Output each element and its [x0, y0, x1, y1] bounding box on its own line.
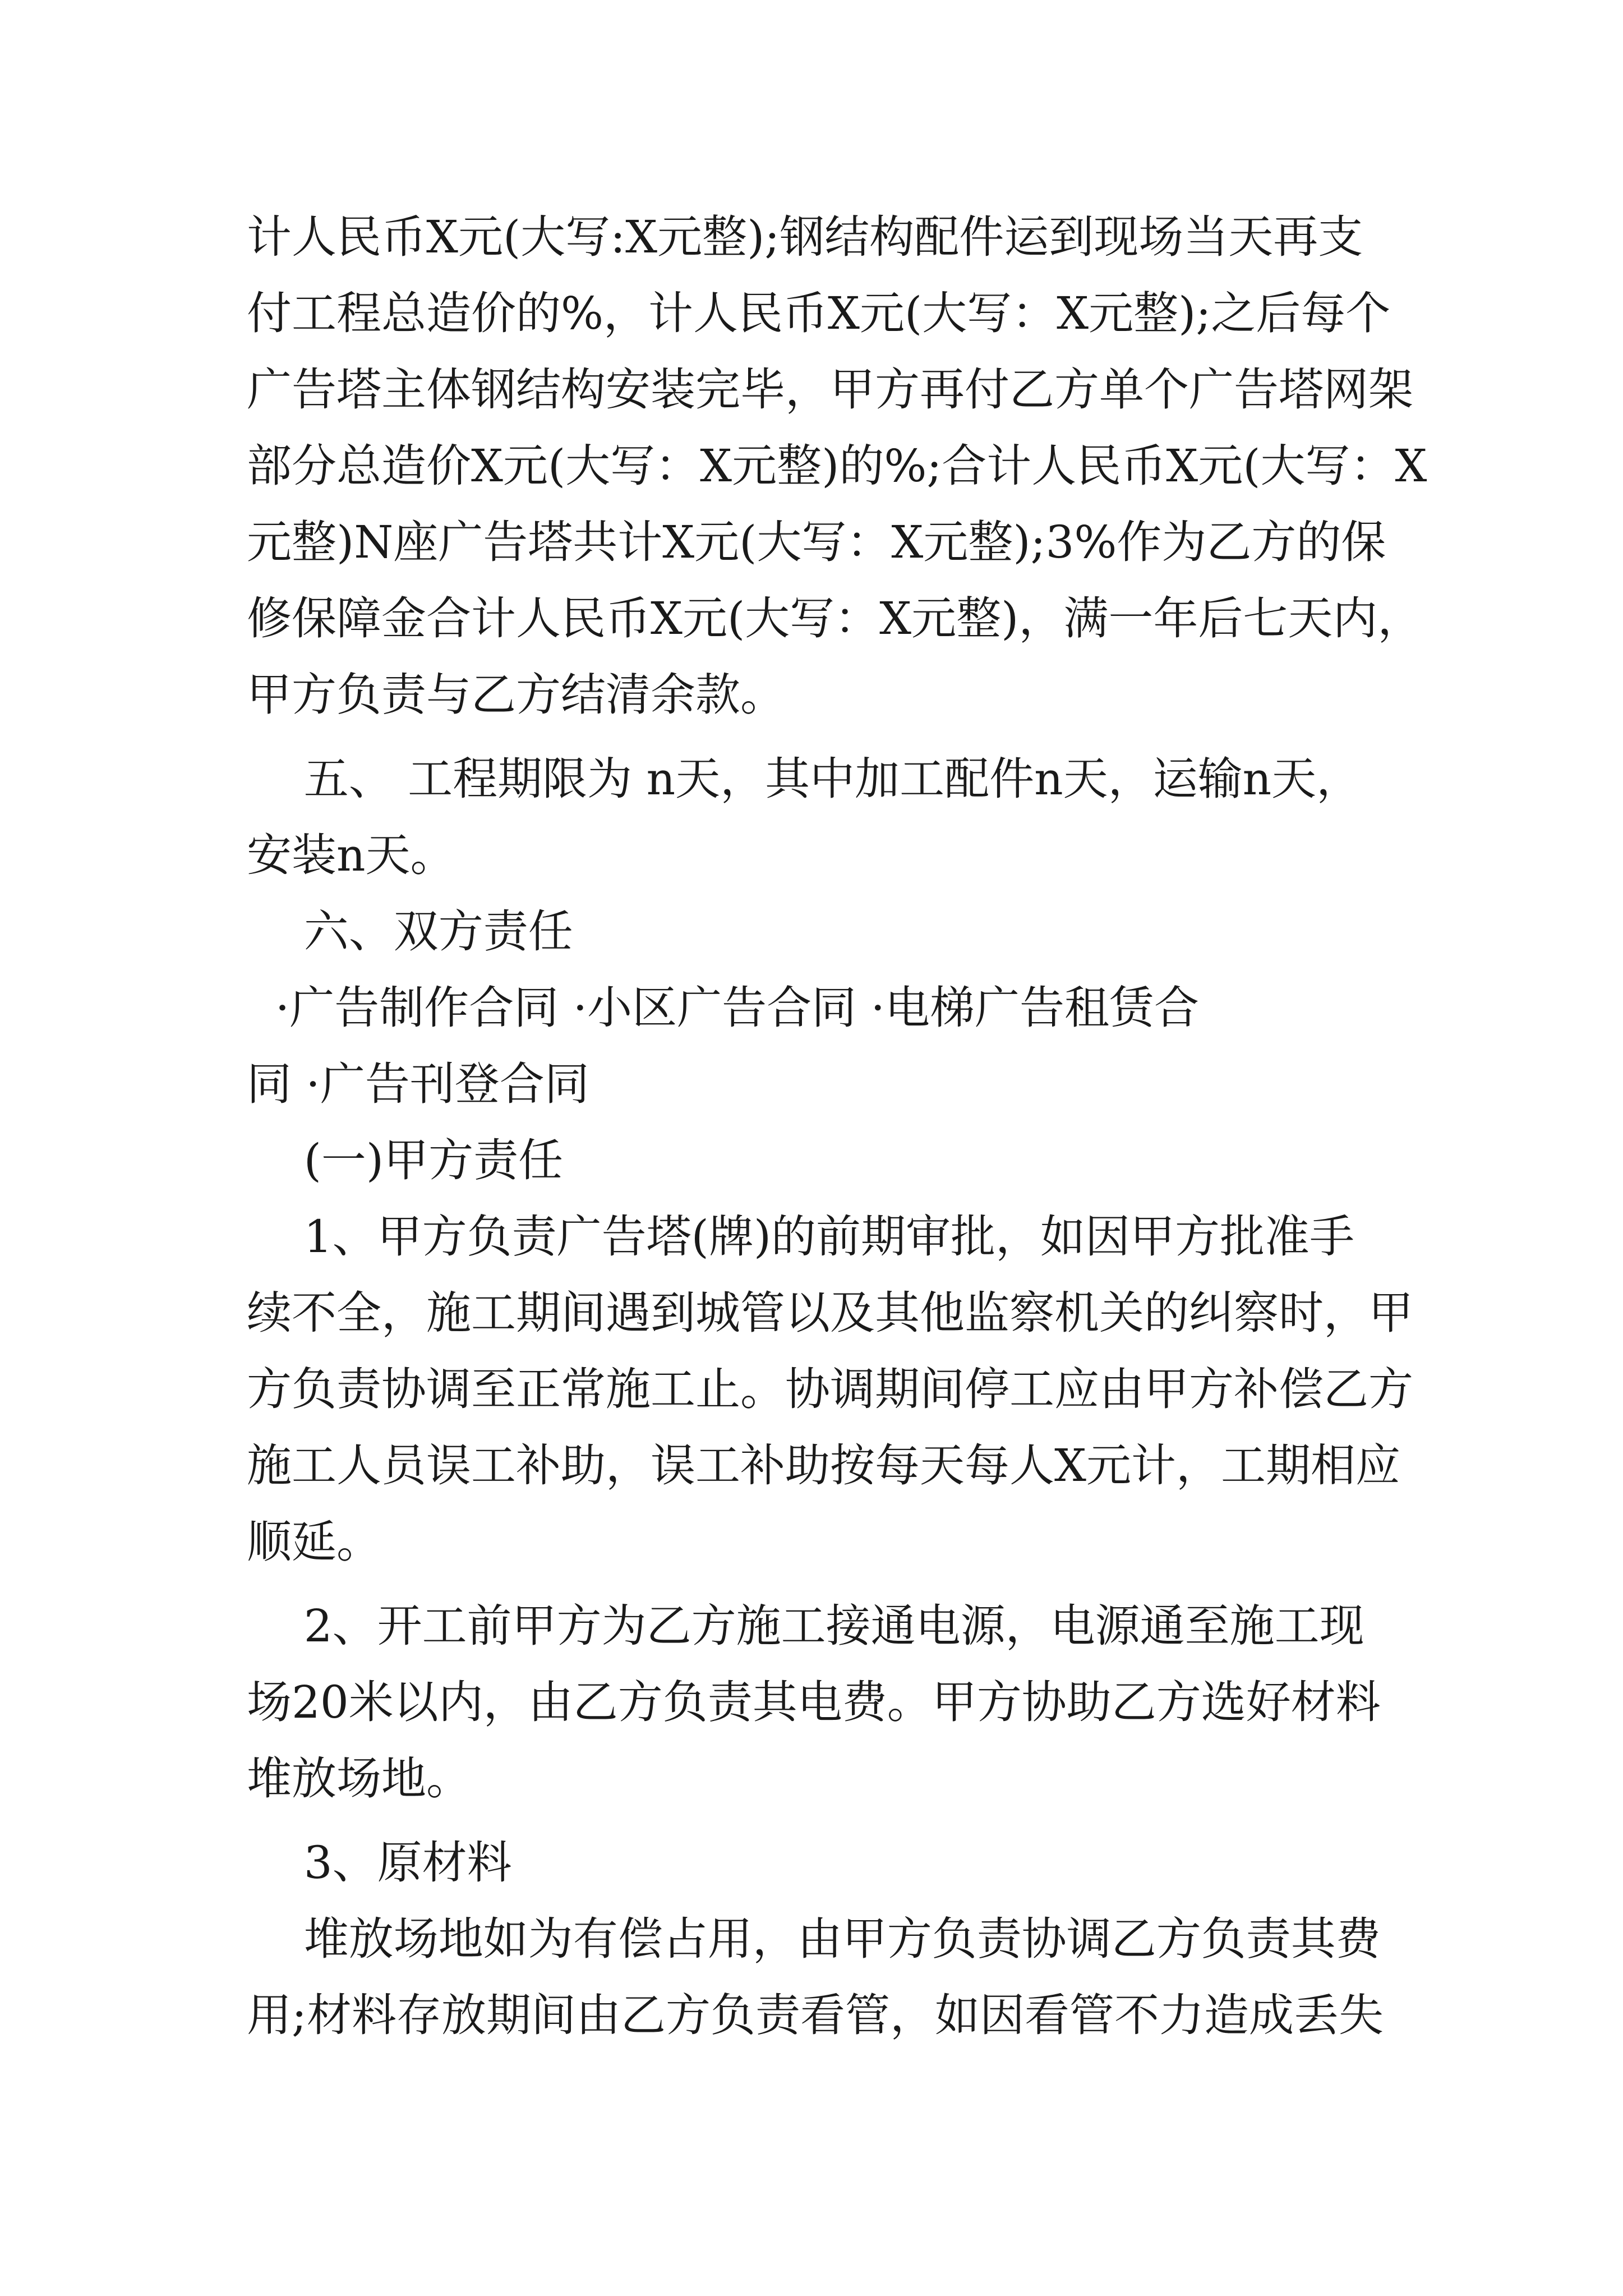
text-line: 顺延。: [247, 1516, 381, 1568]
text-line: 部分总造价X元(大写：X元整)的%;合计人民币X元(大写：X: [247, 440, 1427, 492]
section-heading: 六、双方责任: [247, 905, 573, 958]
text-line: 安装n天。: [247, 829, 455, 881]
text-line: 堆放场地如为有偿占用，由甲方负责协调乙方负责其费: [247, 1913, 1381, 1965]
text-line: 计人民币X元(大写:X元整);钢结构配件运到现场当天再支: [247, 211, 1363, 263]
text-line: 甲方负责与乙方结清余款。: [247, 669, 785, 721]
text-line: 广告塔主体钢结构安装完毕，甲方再付乙方单个广告塔网架: [247, 364, 1413, 416]
text-line: 堆放场地。: [247, 1752, 471, 1805]
text-line: 3、原材料: [247, 1837, 512, 1889]
text-line: 1、甲方负责广告塔(牌)的前期审批，如因甲方批准手: [247, 1211, 1355, 1263]
related-links-line: ·广告制作合同 ·小区广告合同 ·电梯广告租赁合: [247, 982, 1200, 1034]
text-line: 方负责协调至正常施工止。协调期间停工应由甲方补偿乙方: [247, 1363, 1413, 1415]
text-line: 施工人员误工补助，误工补助按每天每人X元计，工期相应: [247, 1439, 1400, 1492]
text-line: 场20米以内，由乙方负责其电费。甲方协助乙方选好材料: [247, 1676, 1381, 1728]
text-line: 续不全，施工期间遇到城管以及其他监察机关的纠察时，甲: [247, 1287, 1413, 1339]
text-line: 用;材料存放期间由乙方负责看管，如因看管不力造成丢失: [247, 1989, 1384, 2041]
text-line: 付工程总造价的%，计人民币X元(大写：X元整);之后每个: [247, 287, 1391, 339]
text-line: 修保障金合计人民币X元(大写：X元整)，满一年后七天内，: [247, 592, 1423, 645]
related-links-line: 同 ·广告刊登合同: [247, 1058, 589, 1110]
text-line: 五、 工程期限为 n天，其中加工配件n天，运输n天，: [247, 753, 1362, 805]
text-line: 2、开工前甲方为乙方施工接通电源，电源通至施工现: [247, 1600, 1364, 1652]
subsection-heading: (一)甲方责任: [247, 1134, 564, 1186]
text-line: 元整)N座广告塔共计X元(大写：X元整);3%作为乙方的保: [247, 516, 1386, 568]
